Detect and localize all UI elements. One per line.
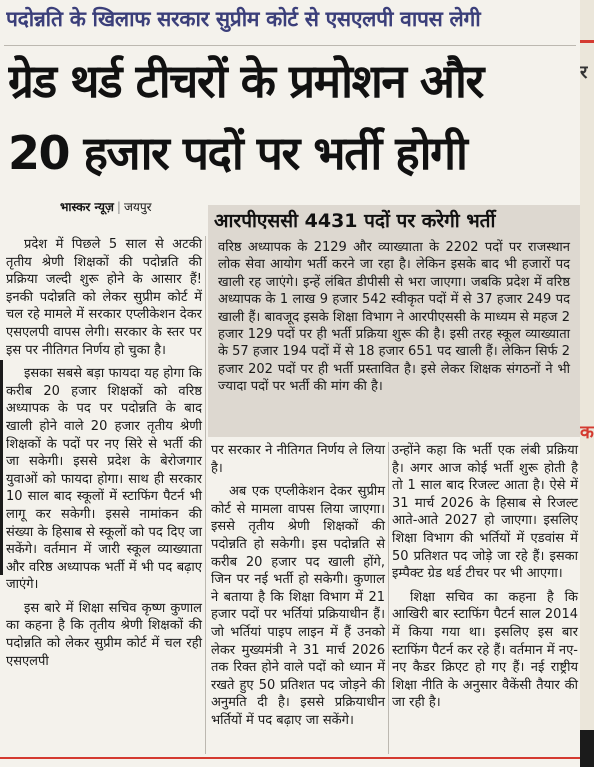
adjacent-page-strip (580, 0, 594, 767)
bottom-rule (0, 757, 580, 759)
byline (60, 198, 152, 215)
text-fragment: क (580, 422, 594, 443)
sidebar-box (208, 205, 580, 437)
paragraph: उन्होंने कहा कि भर्ती एक लंबी प्रक्रिया है। अगर आज कोई भर्ती शुरू होती है तो 1 साल बाद रिजल्ट आता है। ऐसे में 31 मार्च 2026 के हिसाब से रिजल्ट आते-आते 2027 हो जाएगा। इसलिए शिक्षा विभाग की भर्तियों में एडवांस में 50 प्रतिशत पद जोड़े जा रहे हैं। इसका इम्पैक्ट ग्रेड थर्ड टीचर पर भी आएगा। (392, 443, 578, 582)
section-divider (4, 45, 576, 46)
sidebar-headline: आरपीएससी 4431 पदों पर करेगी भर्ती (214, 210, 496, 232)
paragraph: अब एक एप्लीकेशन देकर सुप्रीम कोर्ट से मामला वापस लिया जाएगा। इससे तृतीय श्रेणी शिक्षकों की पदोन्नति हो सकेगी। इस पदोन्नति से करीब 20 हजार पद खाली होंगे, जिन पर नई भर्ती हो सकेगी। कुणाल ने बताया है कि शिक्षा विभाग में 21 हजार पदों पर भर्तियां प्रक्रियाधीन हैं। जो भर्तियां पाइप लाइन में हैं उनको लेकर मुख्यमंत्री ने 31 मार्च 2026 तक रिक्त होने वाले पदों को ध्यान में रखते हुए 50 प्रतिशत पद जोड़ने की अनुमति दी है। इससे प्रक्रियाधीन भर्तियों में पद बढ़ाए जा सकेंगे। (211, 484, 385, 728)
byline-source: भास्कर न्यूज़ (60, 200, 114, 214)
paragraph: इसका सबसे बड़ा फायदा यह होगा कि करीब 20 हजार शिक्षकों को वरिष्ठ अध्यापक के पद पर पदोन्नति के बाद खाली होने वाले 20 हजार तृतीय श्रेणी शिक्षकों के पदों पर नए सिरे से भर्ती की जा सकेगी। इससे प्रदेश के बेरोजगार युवाओं को फायदा होगा। साथ ही सरकार 10 साल बाद स्कूलों में स्टाफिंग पैटर्न भी लागू कर सकेगी। इससे नामांकन की संख्या के हिसाब से स्कूलों को पद दिए जा सकेंगे। वर्तमान में जारी स्कूल व्याख्याता और वरिष्ठ अध्यापक भर्ती में भी पद बढ़ाए जाएंगे। (6, 366, 202, 593)
kicker-headline: पदोन्नति के खिलाफ सरकार सुप्रीम कोर्ट से एसएलपी वापस लेगी (6, 7, 481, 31)
article-column-1 (6, 236, 202, 676)
paragraph: पर सरकार ने नीतिगत निर्णय ले लिया है। (211, 443, 385, 476)
dark-block (580, 730, 594, 767)
sidebar-text: वरिष्ठ अध्यापक के 2129 और व्याख्याता के 2202 पदों पर राजस्थान लोक सेवा आयोग भर्ती करने जा रहा है। लेकिन इसके बाद भी हजारों पद खाली रह जाएंगे। इन्हें लंबित डीपीसी से भरा जाएगा। जबकि प्रदेश में वरिष्ठ अध्यापक के 1 लाख 9 हजार 542 स्वीकृत पदों में से 37 हजार 249 पद खाली हैं। बावजूद इसके शिक्षा विभाग ने आरपीएससी के माध्यम से महज 2 हजार 129 पदों पर ही भर्ती प्रक्रिया शुरू की है। इसी तरह स्कूल व्याख्याता के 57 हजार 194 पदों में से 18 हजार 651 पद खाली हैं। लेकिन सिर्फ 2 हजार 202 पदों पर ही भर्ती प्रस्तावित है। इसे लेकर शिक्षक संगठनों ने भी ज्यादा पदों पर भर्ती की मांग की है। (218, 240, 570, 395)
article-column-2 (211, 442, 385, 736)
byline-separator: | (116, 200, 121, 214)
page-edge-mark (0, 360, 3, 575)
paragraph: इस बारे में शिक्षा सचिव कृष्ण कुणाल का कहना है कि तृतीय श्रेणी शिक्षकों की पदोन्नति को लेकर सुप्रीम कोर्ट में चल रही एसएलपी (6, 600, 202, 669)
byline-city: जयपुर (123, 200, 152, 214)
main-headline-line-2: 20 हजार पदों पर भर्ती होगी (8, 126, 467, 180)
column-divider (205, 236, 206, 754)
article-column-3 (392, 442, 578, 718)
paragraph: शिक्षा सचिव का कहना है कि आखिरी बार स्टाफिंग पैटर्न साल 2014 में किया गया था। इसलिए इस बार स्टाफिंग पैटर्न कर रहे हैं। वर्तमान में नए-नए कैडर क्रिएट हो गए हैं। नई राष्ट्रीय शिक्षा नीति के अनुसार वैकेंसी तैयार की जा रही है। (392, 589, 578, 711)
accent-bar (580, 40, 594, 43)
text-fragment: र (580, 62, 588, 83)
main-headline-line-1: ग्रेड थर्ड टीचरों के प्रमोशन और (8, 54, 483, 108)
paragraph: प्रदेश में पिछले 5 साल से अटकी तृतीय श्रेणी शिक्षकों की पदोन्नति की प्रक्रिया जल्दी शुरू होने के आसार हैं! इनकी पदोन्नति को लेकर सुप्रीम कोर्ट में चल रहे मामले में सरकार एप्लीकेशन देकर एसएलपी वापस लेगी। सरकार के स्तर पर इस पर नीतिगत निर्णय हो चुका है। (6, 237, 202, 358)
column-divider (388, 442, 389, 754)
